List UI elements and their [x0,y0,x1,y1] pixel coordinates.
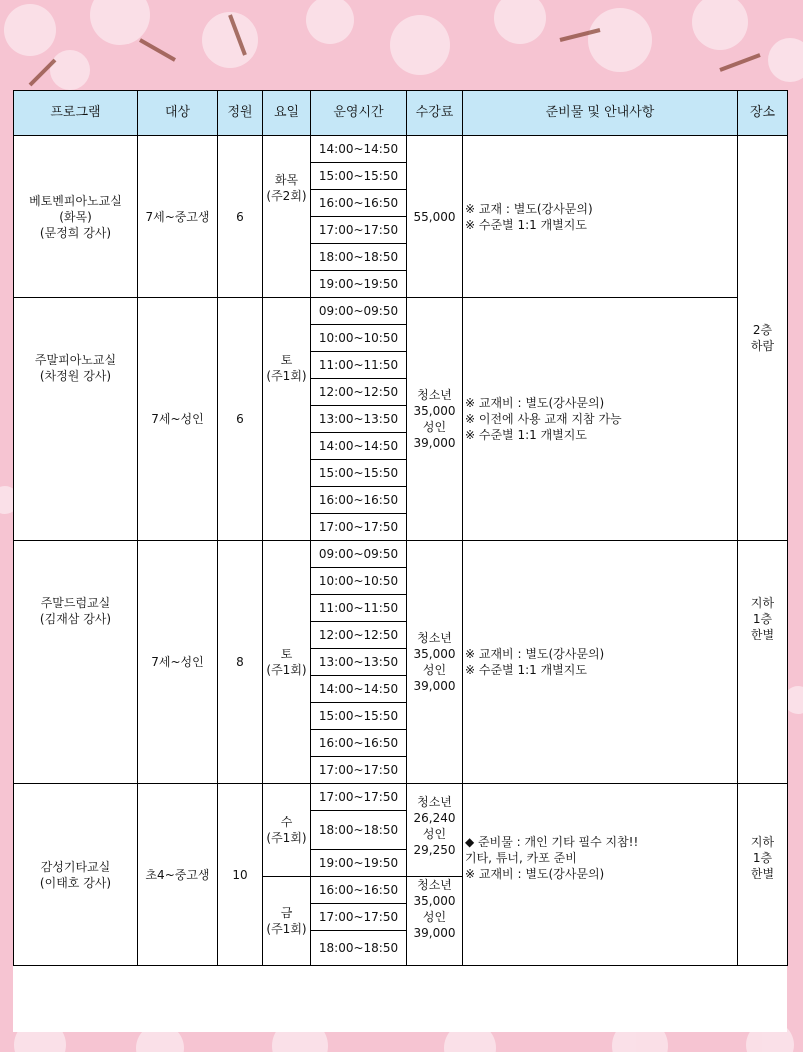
time-slot: 17:00~17:50 [311,904,407,931]
time-slot: 15:00~15:50 [311,703,407,730]
time-slot: 18:00~18:50 [311,811,407,850]
time-slot: 11:00~11:50 [311,595,407,622]
table-row [14,784,788,811]
time-slot: 14:00~14:50 [311,433,407,460]
program-name: 주말드럼교실 (김재삼 강사) [14,541,138,784]
program-capacity: 8 [218,541,263,784]
time-slot: 10:00~10:50 [311,568,407,595]
time-slot: 14:00~14:50 [311,136,407,163]
time-slot: 09:00~09:50 [311,298,407,325]
program-fee-wed: 청소년 26,240 성인 29,250 [407,784,463,877]
table-row [14,298,788,325]
table-header-row [14,91,788,136]
program-target: 7세~성인 [138,541,218,784]
program-place: 2층 하람 [738,136,788,541]
table-row [14,541,788,568]
program-fee: 청소년 35,000 성인 39,000 [407,298,463,541]
header-fee: 수강료 [407,91,463,136]
program-fee-fri: 청소년 35,000 성인 39,000 [407,877,463,966]
program-day-wed: 수 (주1회) [263,784,311,877]
program-capacity: 10 [218,784,263,966]
time-slot: 19:00~19:50 [311,271,407,298]
program-day: 토 (주1회) [263,541,311,784]
time-slot: 18:00~18:50 [311,244,407,271]
time-slot: 15:00~15:50 [311,163,407,190]
time-slot: 15:00~15:50 [311,460,407,487]
header-day: 요일 [263,91,311,136]
header-capacity: 정원 [218,91,263,136]
time-slot: 17:00~17:50 [311,757,407,784]
program-name: 감성기타교실 (이태호 강사) [14,784,138,966]
time-slot: 17:00~17:50 [311,514,407,541]
header-target: 대상 [138,91,218,136]
program-target: 7세~성인 [138,298,218,541]
time-slot: 11:00~11:50 [311,352,407,379]
time-slot: 13:00~13:50 [311,649,407,676]
program-name: 베토벤피아노교실 (화목) (문정희 강사) [14,136,138,298]
time-slot: 17:00~17:50 [311,217,407,244]
time-slot: 16:00~16:50 [311,730,407,757]
header-notes: 준비물 및 안내사항 [463,91,738,136]
program-notes: ※ 교재비 : 별도(강사문의) ※ 수준별 1:1 개별지도 [463,541,738,784]
program-notes: ※ 교재비 : 별도(강사문의) ※ 이전에 사용 교재 지참 가능 ※ 수준별 1:1 개별지도 [463,298,738,541]
program-capacity: 6 [218,298,263,541]
program-target: 7세~중고생 [138,136,218,298]
program-day: 화목 (주2회) [263,136,311,298]
time-slot: 14:00~14:50 [311,676,407,703]
program-notes: ※ 교재 : 별도(강사문의) ※ 수준별 1:1 개별지도 [463,136,738,298]
time-slot: 10:00~10:50 [311,325,407,352]
time-slot: 16:00~16:50 [311,487,407,514]
time-slot: 13:00~13:50 [311,406,407,433]
program-fee: 55,000 [407,136,463,298]
program-place: 지하 1층 한별 [738,541,788,784]
time-slot: 09:00~09:50 [311,541,407,568]
program-fee: 청소년 35,000 성인 39,000 [407,541,463,784]
program-day: 토 (주1회) [263,298,311,541]
time-slot: 12:00~12:50 [311,622,407,649]
program-schedule-table [13,90,788,966]
time-slot: 18:00~18:50 [311,931,407,966]
program-notes: ◆ 준비물 : 개인 기타 필수 지참!! 기타, 튜너, 카포 준비 ※ 교재비 : 별도(강사문의) [463,784,738,966]
time-slot: 12:00~12:50 [311,379,407,406]
program-name: 주말피아노교실 (차정원 강사) [14,298,138,541]
time-slot: 16:00~16:50 [311,877,407,904]
header-place: 장소 [738,91,788,136]
program-place: 지하 1층 한별 [738,784,788,966]
time-slot: 17:00~17:50 [311,784,407,811]
header-time: 운영시간 [311,91,407,136]
table-row [14,136,788,163]
program-capacity: 6 [218,136,263,298]
time-slot: 19:00~19:50 [311,850,407,877]
header-program: 프로그램 [14,91,138,136]
time-slot: 16:00~16:50 [311,190,407,217]
program-target: 초4~중고생 [138,784,218,966]
program-day-fri: 금 (주1회) [263,877,311,966]
